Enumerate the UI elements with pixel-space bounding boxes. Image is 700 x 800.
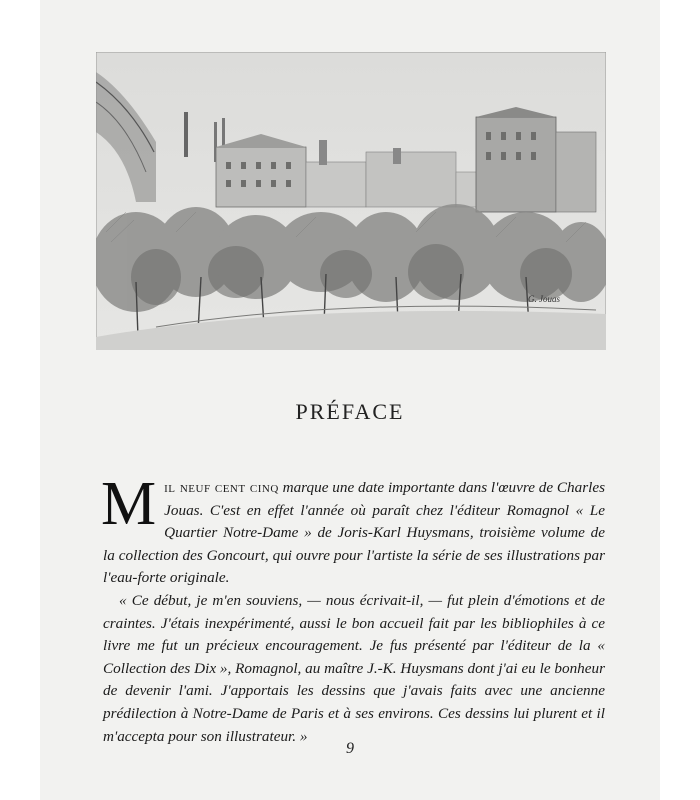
paragraph-2: « Ce début, je m'en souviens, — nous écrivait-il, — fut plein d'émotions et de craintes. J'étais inexpérimenté, aussi le bon accueil fait par les bibliophiles à ce livre me fut un précieux encouragement. Je fus présenté par l'éditeur de la « Collection des Dix », Romagnol, au maître J.-K. Huysmans dont j'ai eu le bonheur de devenir l'ami. J'apportais les dessins que j'avais faits avec une ancienne prédilection à Notre-Dame de Paris et à ses environs. Ces dessins lui plurent et il m'accepta pour son illustrateur. » <box>103 591 605 745</box>
paragraph-1-text: marque une date importante dans l'œuvre de Charles Jouas. C'est en effet l'année où paraît chez l'éditeur Romagnol « Le Quartier Notre-Dame » de Joris-Karl Huysmans, troisième volume de la collection des Goncourt, qui ouvre pour l'artiste la série de ses illustrations par l'eau-forte originale. <box>103 479 605 587</box>
paragraph-1 <box>101 470 605 590</box>
preface-body <box>101 470 605 748</box>
page-number: 9 <box>346 740 354 757</box>
paragraph-1-smallcaps: il neuf cent cinq <box>164 479 279 496</box>
etching-illustration-svg <box>96 52 606 350</box>
etching-signature: G. Jouas <box>528 294 560 304</box>
page-title: PRÉFACE <box>295 399 405 424</box>
drop-cap: M <box>101 470 157 538</box>
etching-illustration <box>96 52 606 350</box>
